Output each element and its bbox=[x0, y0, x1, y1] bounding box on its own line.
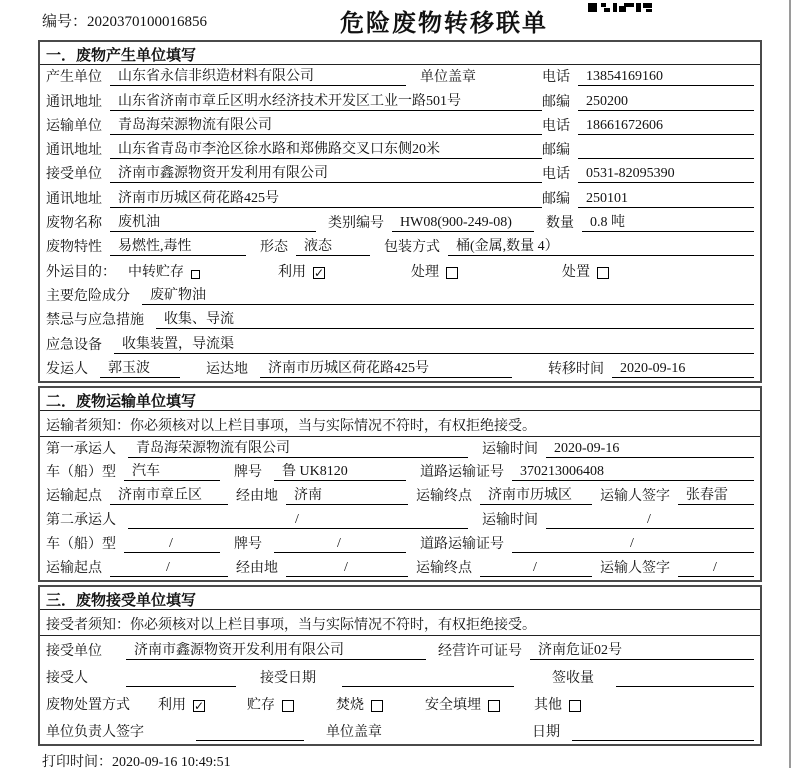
purpose-utilize-checkmark: ✓ bbox=[314, 265, 325, 280]
producer-zip-value: 250200 bbox=[578, 93, 754, 111]
section-transporter bbox=[38, 386, 762, 582]
qr-code-partial-icon bbox=[588, 0, 652, 18]
row-receiver-address bbox=[40, 186, 760, 210]
license-number-label: 经营许可证号 bbox=[438, 643, 522, 659]
purpose-dispose-label: 处置 bbox=[562, 264, 590, 280]
row-emergency-equipment bbox=[40, 332, 760, 356]
first-carrier-sign-label: 运输人签字 bbox=[600, 489, 670, 505]
second-origin-value: / bbox=[110, 559, 228, 577]
first-via-value: 济南 bbox=[286, 487, 408, 505]
second-road-permit-value: / bbox=[512, 535, 754, 553]
producer-zip-label: 邮编 bbox=[542, 94, 570, 110]
form-state-label: 形态 bbox=[260, 240, 288, 256]
first-road-permit-value: 370213006408 bbox=[512, 463, 754, 481]
waste-name-value: 废机油 bbox=[110, 214, 316, 232]
second-vehicle-type-label: 车（船）型 bbox=[46, 536, 116, 552]
disposal-utilize-checkbox bbox=[193, 700, 205, 712]
row-first-carrier bbox=[40, 437, 760, 461]
destination-label: 运达地 bbox=[206, 361, 248, 377]
unit-seal-label: 单位盖章 bbox=[420, 70, 476, 86]
hazard-component-label: 主要危险成分 bbox=[46, 288, 130, 304]
row-waste-name bbox=[40, 211, 760, 235]
page-scan-edge bbox=[789, 0, 791, 768]
first-origin-value: 济南市章丘区 bbox=[110, 487, 228, 505]
second-carrier-sign-value: / bbox=[678, 559, 754, 577]
second-plate-label: 牌号 bbox=[234, 536, 262, 552]
second-endpoint-value: / bbox=[480, 559, 592, 577]
receiver-phone-value: 0531-82095390 bbox=[578, 165, 754, 183]
first-plate-label: 牌号 bbox=[234, 465, 262, 481]
row-consignor bbox=[40, 357, 760, 381]
row-first-route bbox=[40, 484, 760, 508]
accept-person-label: 接受人 bbox=[46, 670, 88, 686]
row-second-vehicle bbox=[40, 532, 760, 556]
disposal-landfill-checkbox bbox=[488, 700, 500, 712]
first-vehicle-type-value: 汽车 bbox=[124, 463, 220, 481]
accept-unit-label: 接受单位 bbox=[46, 643, 102, 659]
first-carrier-sign-value: 张春雷 bbox=[678, 487, 754, 505]
disposal-incinerate-checkbox bbox=[371, 700, 383, 712]
disposal-method-label: 废物处置方式 bbox=[46, 697, 130, 713]
disposal-landfill-label: 安全填埋 bbox=[425, 697, 481, 713]
row-second-route bbox=[40, 556, 760, 580]
unit-seal2-label: 单位盖章 bbox=[326, 724, 382, 740]
first-vehicle-type-label: 车（船）型 bbox=[46, 465, 116, 481]
transport-zip-value bbox=[578, 158, 754, 159]
transport-zip-label: 邮编 bbox=[542, 143, 570, 159]
disposal-incinerate-label: 焚烧 bbox=[336, 697, 364, 713]
second-road-permit-label: 道路运输证号 bbox=[420, 536, 504, 552]
accept-person-value bbox=[126, 686, 236, 687]
row-second-carrier bbox=[40, 508, 760, 532]
waste-name-label: 废物名称 bbox=[46, 216, 102, 232]
second-endpoint-label: 运输终点 bbox=[416, 560, 472, 576]
transport-unit-value: 青岛海荣源物流有限公司 bbox=[110, 117, 542, 135]
section-producer bbox=[38, 40, 762, 383]
producer-unit-value: 山东省永信非织造材料有限公司 bbox=[110, 68, 406, 86]
second-via-value: / bbox=[286, 559, 408, 577]
first-origin-label: 运输起点 bbox=[46, 489, 102, 505]
emergency-equipment-value: 收集装置，导流渠 bbox=[114, 336, 754, 354]
print-time-label: 打印时间： bbox=[42, 755, 112, 770]
disposal-other-label: 其他 bbox=[534, 697, 562, 713]
serial-value: 2020370100016856 bbox=[87, 14, 208, 30]
category-code-label: 类别编号 bbox=[328, 216, 384, 232]
emergency-equipment-label: 应急设备 bbox=[46, 337, 102, 353]
first-endpoint-value: 济南市历城区 bbox=[480, 487, 592, 505]
producer-address-label: 通讯地址 bbox=[46, 94, 102, 110]
purpose-utilize-checkbox bbox=[313, 267, 325, 279]
second-via-label: 经由地 bbox=[236, 560, 278, 576]
serial-label: 编号： bbox=[42, 14, 88, 30]
second-vehicle-type-value: / bbox=[124, 535, 220, 553]
signed-quantity-label: 签收量 bbox=[552, 670, 594, 686]
section-transporter-title: 二．废物运输单位填写 bbox=[40, 388, 760, 411]
purpose-storage-label: 中转贮存 bbox=[128, 264, 184, 280]
row-transport-unit bbox=[40, 114, 760, 138]
producer-address-value: 山东省济南市章丘区明水经济技术开发区工业一路501号 bbox=[110, 93, 542, 111]
second-carrier-value: / bbox=[128, 511, 468, 529]
row-accept-person bbox=[40, 663, 760, 690]
receiver-unit-label: 接受单位 bbox=[46, 167, 102, 183]
receiver-notice: 接受者须知：你必须核对以上栏目事项，当与实际情况不符时，有权拒绝接受。 bbox=[40, 610, 760, 636]
first-road-permit-label: 道路运输证号 bbox=[420, 465, 504, 481]
row-waste-property bbox=[40, 235, 760, 259]
first-endpoint-label: 运输终点 bbox=[416, 489, 472, 505]
transport-unit-label: 运输单位 bbox=[46, 118, 102, 134]
row-producer-unit bbox=[40, 65, 760, 89]
purpose-storage-checkbox bbox=[191, 270, 200, 279]
accept-date-label: 接受日期 bbox=[260, 670, 316, 686]
signed-quantity-value bbox=[616, 686, 754, 687]
producer-phone-label: 电话 bbox=[542, 70, 570, 86]
first-plate-value: 鲁 UK8120 bbox=[274, 463, 406, 481]
page-title: 危险废物转移联单 bbox=[340, 11, 548, 37]
contraindication-value: 收集、导流 bbox=[156, 311, 754, 329]
disposal-other-checkbox bbox=[569, 700, 581, 712]
first-transport-time-label: 运输时间 bbox=[482, 441, 538, 457]
manifest-form bbox=[38, 40, 762, 749]
second-carrier-sign-label: 运输人签字 bbox=[600, 560, 670, 576]
row-responsible-sign bbox=[40, 717, 760, 744]
consignor-label: 发运人 bbox=[46, 361, 88, 377]
second-transport-time-value: / bbox=[546, 511, 754, 529]
disposal-storage-checkbox bbox=[282, 700, 294, 712]
row-producer-address bbox=[40, 89, 760, 113]
purpose-dispose-checkbox bbox=[597, 267, 609, 279]
second-transport-time-label: 运输时间 bbox=[482, 513, 538, 529]
receiver-zip-label: 邮编 bbox=[542, 191, 570, 207]
date-value bbox=[572, 740, 754, 741]
disposal-storage-label: 贮存 bbox=[247, 697, 275, 713]
waste-property-label: 废物特性 bbox=[46, 240, 102, 256]
receiver-address-label: 通讯地址 bbox=[46, 191, 102, 207]
form-state-value: 液态 bbox=[296, 238, 370, 256]
row-transport-address bbox=[40, 138, 760, 162]
transport-phone-label: 电话 bbox=[542, 118, 570, 134]
print-time-value: 2020-09-16 10:49:51 bbox=[112, 755, 231, 770]
contraindication-label: 禁忌与应急措施 bbox=[46, 313, 144, 329]
receiver-phone-label: 电话 bbox=[542, 167, 570, 183]
first-carrier-label: 第一承运人 bbox=[46, 441, 116, 457]
destination-value: 济南市历城区荷花路425号 bbox=[260, 360, 512, 378]
row-accept-unit bbox=[40, 636, 760, 663]
producer-unit-label: 产生单位 bbox=[46, 70, 102, 86]
producer-phone-value: 13854169160 bbox=[578, 68, 754, 86]
second-carrier-label: 第二承运人 bbox=[46, 513, 116, 529]
disposal-utilize-checkmark: ✓ bbox=[194, 698, 205, 713]
license-number-value: 济南危证02号 bbox=[530, 642, 754, 660]
print-time bbox=[42, 751, 231, 771]
transport-phone-value: 18661672606 bbox=[578, 117, 754, 135]
date-label: 日期 bbox=[532, 724, 560, 740]
disposal-utilize-label: 利用 bbox=[158, 697, 186, 713]
purpose-treat-checkbox bbox=[446, 267, 458, 279]
transport-address-value: 山东省青岛市李沧区徐水路和郑佛路交叉口东侧20米 bbox=[110, 141, 542, 159]
first-carrier-value: 青岛海荣源物流有限公司 bbox=[128, 440, 468, 458]
transfer-date-label: 转移时间 bbox=[548, 361, 604, 377]
second-plate-value: / bbox=[274, 535, 406, 553]
category-code-value: HW08(900-249-08) bbox=[392, 214, 534, 232]
section-receiver bbox=[38, 585, 762, 746]
consignor-value: 郭玉波 bbox=[100, 360, 180, 378]
second-origin-label: 运输起点 bbox=[46, 560, 102, 576]
purpose-utilize-label: 利用 bbox=[278, 264, 306, 280]
receiver-unit-value: 济南市鑫源物资开发利用有限公司 bbox=[110, 165, 542, 183]
row-hazard-component bbox=[40, 284, 760, 308]
row-first-vehicle bbox=[40, 461, 760, 485]
row-receiver-unit bbox=[40, 162, 760, 186]
hazard-component-value: 废矿物油 bbox=[142, 287, 754, 305]
section-producer-title: 一．废物产生单位填写 bbox=[40, 42, 760, 65]
quantity-label: 数量 bbox=[546, 216, 574, 232]
row-contraindication bbox=[40, 308, 760, 332]
row-transfer-purpose bbox=[40, 259, 760, 283]
receiver-zip-value: 250101 bbox=[578, 190, 754, 208]
transporter-notice: 运输者须知：你必须核对以上栏目事项，当与实际情况不符时，有权拒绝接受。 bbox=[40, 411, 760, 437]
responsible-sign-value bbox=[196, 740, 304, 741]
responsible-sign-label: 单位负责人签字 bbox=[46, 724, 144, 740]
section-receiver-title: 三．废物接受单位填写 bbox=[40, 587, 760, 610]
packaging-value: 桶(金属,数量 4） bbox=[448, 238, 754, 256]
waste-property-value: 易燃性,毒性 bbox=[110, 238, 246, 256]
row-disposal-method bbox=[40, 690, 760, 717]
accept-date-value bbox=[342, 686, 514, 687]
transport-address-label: 通讯地址 bbox=[46, 143, 102, 159]
transfer-purpose-label: 外运目的： bbox=[46, 264, 116, 280]
purpose-treat-label: 处理 bbox=[411, 264, 439, 280]
accept-unit-value: 济南市鑫源物资开发利用有限公司 bbox=[126, 642, 426, 660]
quantity-value: 0.8 吨 bbox=[582, 214, 754, 232]
first-transport-time-value: 2020-09-16 bbox=[546, 440, 754, 458]
first-via-label: 经由地 bbox=[236, 489, 278, 505]
transfer-date-value: 2020-09-16 bbox=[612, 360, 754, 378]
packaging-label: 包装方式 bbox=[384, 240, 440, 256]
receiver-address-value: 济南市历城区荷花路425号 bbox=[110, 190, 542, 208]
